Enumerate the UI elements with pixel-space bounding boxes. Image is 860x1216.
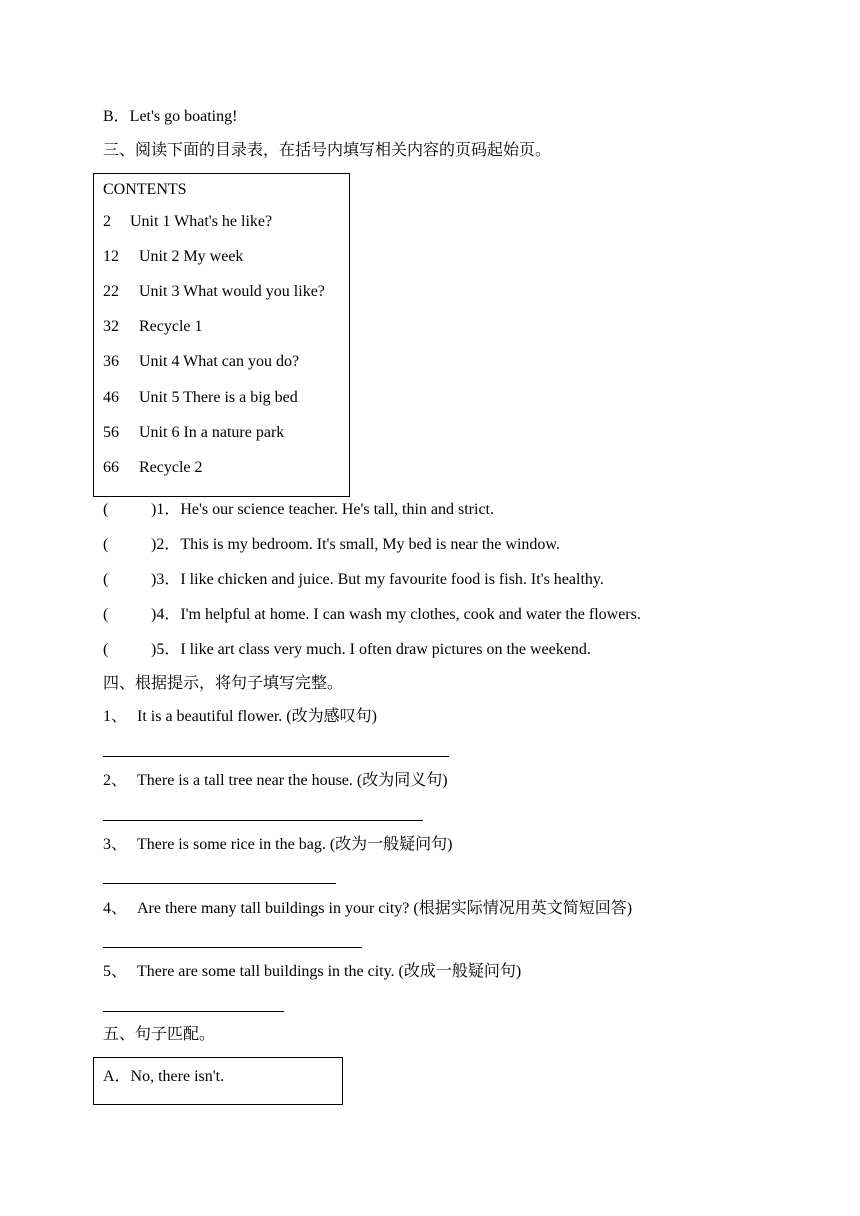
contents-title: Unit 3 What would you like? [139, 283, 325, 300]
answer-line[interactable] [103, 1011, 284, 1012]
answer-line[interactable] [103, 756, 449, 757]
item-text: There is a tall tree near the house. (改为同义句) [137, 772, 448, 789]
question-row [103, 605, 641, 625]
answer-paren[interactable]: ( [103, 501, 109, 518]
contents-page: 66 [103, 459, 119, 476]
contents-row [103, 458, 203, 478]
contents-row [103, 352, 299, 372]
contents-title: Unit 6 In a nature park [139, 424, 285, 441]
contents-title: Recycle 1 [139, 318, 203, 335]
contents-row [103, 282, 325, 302]
contents-page: 32 [103, 318, 119, 335]
answer-line[interactable] [103, 820, 423, 821]
question-text: I like chicken and juice. But my favourite food is fish. It's healthy. [180, 571, 604, 588]
rewrite-item [103, 899, 632, 919]
question-number: )2． [151, 536, 181, 553]
question-text: This is my bedroom. It's small, My bed is near the window. [180, 536, 560, 553]
section-3-title: 三、阅读下面的目录表，在括号内填写相关内容的页码起始页。 [103, 142, 552, 159]
contents-page: 46 [103, 389, 119, 406]
question-text: He's our science teacher. He's tall, thin and strict. [180, 501, 494, 518]
question-row [103, 640, 591, 660]
rewrite-item [103, 707, 377, 727]
item-number: 4、 [103, 900, 128, 917]
rewrite-item [103, 962, 521, 982]
question-number: )1． [151, 501, 181, 518]
answer-paren[interactable]: ( [103, 606, 109, 623]
contents-page: 12 [103, 248, 119, 265]
section-5-title: 五、句子匹配。 [103, 1026, 216, 1043]
item-text: There are some tall buildings in the city. (改成一般疑问句) [137, 963, 522, 980]
item-text: There is some rice in the bag. (改为一般疑问句) [137, 836, 453, 853]
answer-line[interactable] [103, 883, 336, 884]
option-b-text: B．Let's go boating! [103, 108, 238, 125]
item-number: 5、 [103, 963, 128, 980]
contents-title: Recycle 2 [139, 459, 203, 476]
item-number: 3、 [103, 836, 128, 853]
item-number: 2、 [103, 772, 128, 789]
contents-row [103, 423, 284, 443]
contents-row [103, 388, 298, 408]
rewrite-item [103, 771, 448, 791]
question-text: I like art class very much. I often draw pictures on the weekend. [180, 641, 591, 658]
answer-paren[interactable]: ( [103, 536, 109, 553]
contents-title: Unit 5 There is a big bed [139, 389, 298, 406]
question-number: )4． [151, 606, 181, 623]
contents-title: Unit 2 My week [139, 248, 244, 265]
match-option: A．No, there isn't. [103, 1068, 225, 1085]
contents-page: 22 [103, 283, 119, 300]
item-text: Are there many tall buildings in your city? (根据实际情况用英文简短回答) [137, 900, 633, 917]
question-row [103, 500, 494, 520]
item-text: It is a beautiful flower. (改为感叹句) [137, 708, 377, 725]
contents-page: 2 [103, 213, 111, 230]
contents-row [103, 212, 272, 232]
answer-line[interactable] [103, 947, 362, 948]
contents-page: 56 [103, 424, 119, 441]
contents-header: CONTENTS [103, 181, 187, 198]
contents-title: Unit 4 What can you do? [139, 353, 300, 370]
question-row [103, 570, 604, 590]
item-number: 1、 [103, 708, 128, 725]
question-number: )5． [151, 641, 181, 658]
answer-paren[interactable]: ( [103, 571, 109, 588]
contents-row [103, 247, 243, 267]
question-number: )3． [151, 571, 181, 588]
question-text: I'm helpful at home. I can wash my clothes, cook and water the flowers. [180, 606, 641, 623]
section-4-title: 四、根据提示，将句子填写完整。 [103, 675, 344, 692]
contents-row [103, 317, 203, 337]
contents-title: Unit 1 What's he like? [130, 213, 273, 230]
question-row [103, 535, 560, 555]
rewrite-item [103, 835, 452, 855]
contents-page: 36 [103, 353, 119, 370]
answer-paren[interactable]: ( [103, 641, 109, 658]
